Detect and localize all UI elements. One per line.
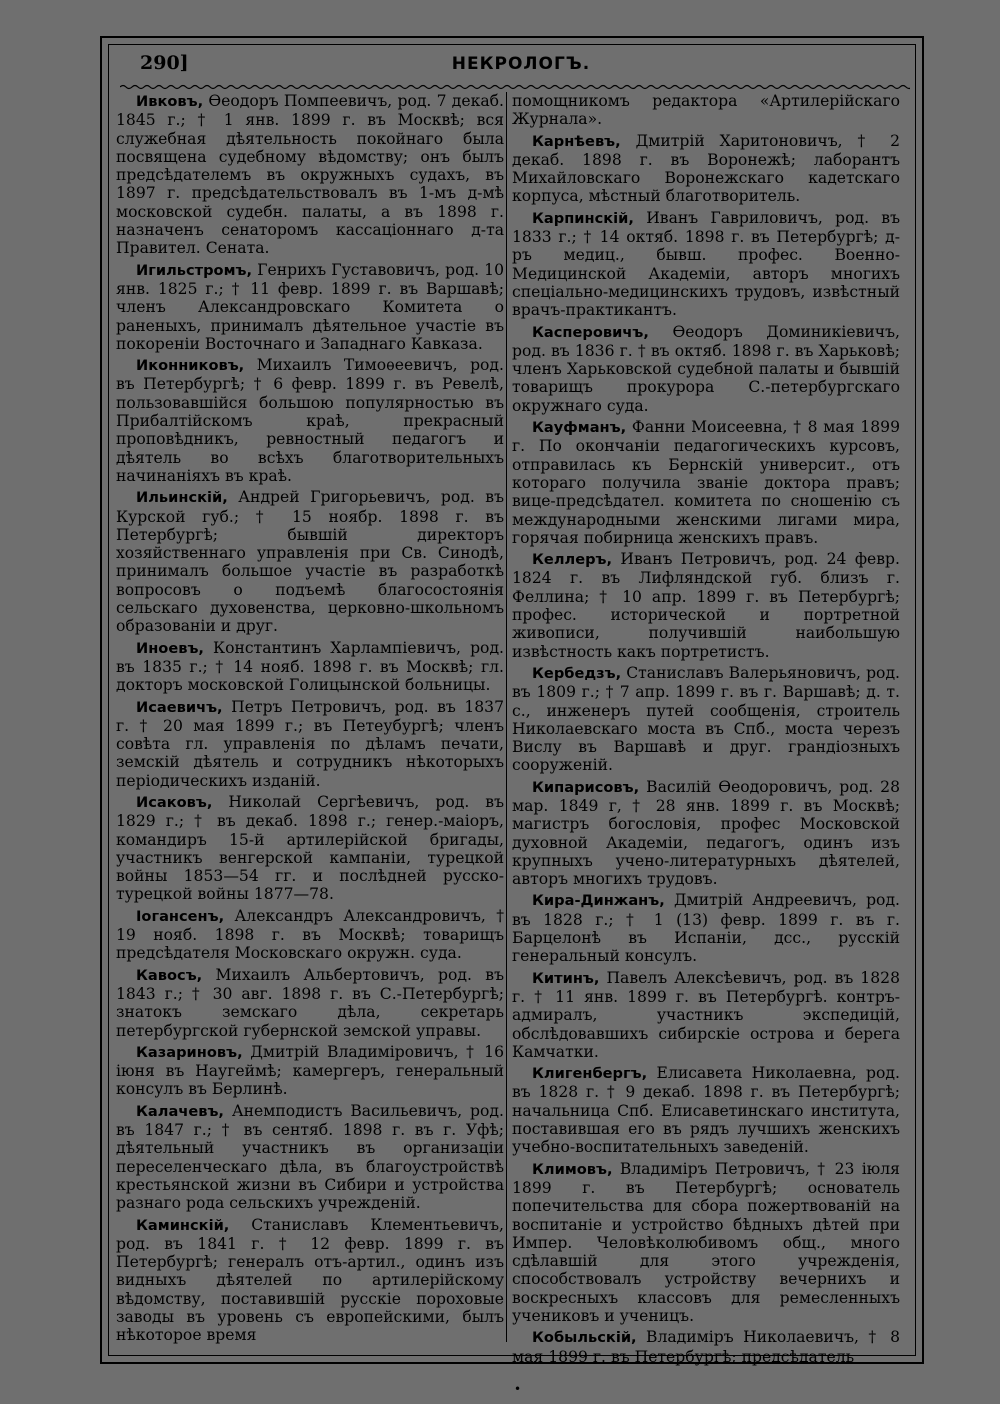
entry-name: Климовъ, [532,1160,613,1178]
obituary-entry [512,209,900,320]
entry-text: Иванъ Гавриловичъ, род. въ 1833 г.; † 14 октяб. 1898 г. въ Петербургѣ; д-ръ медиц., бывш. профес. Военно-Медицинской Академіи, авторъ многихъ спеціально-медицинскихъ трудовъ, извѣстный врачъ-практикантъ. [512,208,900,320]
entry-name: Кира-Динжанъ, [532,892,665,910]
entry-text: Андрей Григорьевичъ, род. въ Курской губ.; † 15 ноябр. 1898 г. въ Петербургѣ; бывшій директоръ хозяйственнаго управленія при Св. Синодѣ, принималъ большое участіе въ разработкѣ вопросовъ о подъемѣ благосостоянія сельскаго духовенства, церковно-школьномъ образованіи и друг. [116,488,504,636]
entry-text: Дмитрій Андреевичъ, род. въ 1828 г.; † 1 (13) февр. 1899 г. въ г. Барцелонѣ въ Испаніи, дсс., русскій генеральный консулъ. [512,891,900,966]
entry-text: Дмитрій Харитоновичъ, † 2 декаб. 1898 г. въ Воронежѣ; лаборантъ Михайловскаго Воронежскаго кадетскаго корпуса, мѣстный благотворитель. [512,131,900,206]
entry-text: Константинъ Харлампіевичъ, род. въ 1835 г.; † 14 нояб. 1898 г. въ Москвѣ; гл. докторъ московской Голицынской больницы. [116,638,504,695]
entry-name: Игильстромъ, [136,261,253,279]
obituary-entry [116,793,504,904]
obituary-entry [116,1043,504,1099]
wavy-rule-icon [120,84,910,90]
page-number: 290] [140,52,189,74]
obituary-entry [116,639,504,695]
entry-name: Иконниковъ, [136,357,245,375]
entry-name: Каминскій, [136,1216,230,1234]
left-column [116,92,504,1348]
entry-text: Ѳеодоръ Доминикіевичъ, род. въ 1836 г. † въ октяб. 1898 г. въ Харьковѣ; членъ Харьковской судебной палаты и бывшій товарищъ прокурора С.-петербургскаго окружнаго суда. [512,322,900,415]
entry-name: Кербедзъ, [532,664,622,682]
column-divider [506,92,507,1342]
entry-name: Карнѣевъ, [532,132,621,150]
obituary-entry [512,1160,900,1326]
obituary-entry [512,418,900,547]
entry-name: Кавосъ, [136,966,203,984]
entry-text: Николай Сергѣевичъ, род. въ 1829 г.; † въ декаб. 1898 г.; генер.-маіоръ, командиръ 15-й артилерійской бригады, участникъ венгерской кампаніи, турецкой войны 1853—54 гг. и послѣдней русско-турецкой войны 1877—78. [116,792,504,904]
entry-text: Дмитрій Владиміровичъ, † 16 іюня въ Наугеймѣ; камергеръ, генеральный консулъ въ Берлинѣ. [116,1042,504,1099]
obituary-entry [116,488,504,635]
entry-text: Владиміръ Петровичъ, † 23 іюля 1899 г. въ Петербургѣ; основатель попечительства для сбора пожертвованій на воспитаніе и устройство бѣдныхъ дѣтей при Импер. Человѣколюбивомъ общ., много сдѣлавшій для этого учрежденія, способствовалъ устройству вечернихъ и воскресныхъ классовъ для ремесленныхъ учениковъ и ученицъ. [512,1159,900,1325]
entry-name: Иноевъ, [136,639,204,657]
obituary-entry [116,966,504,1040]
entry-name: Кауфманъ, [532,419,627,437]
entry-text: Ѳеодоръ Помпеевичъ, род. 7 декаб. 1845 г.; † 1 янв. 1899 г. въ Москвѣ; вся служебная дѣятельность покойнаго была посвящена судебному вѣдомству; онъ былъ предсѣдателемъ въ окружныхъ судахъ, въ 1897 г. предсѣдательствовалъ въ 1-мъ д-мѣ московской судебн. палаты, а въ 1898 г. назначенъ сенаторомъ кассаціоннаго д-та Правител. Сената. [116,92,504,258]
obituary-entry [512,1328,900,1366]
entry-name: Ивковъ, [136,93,204,110]
entry-text: Павелъ Алексѣевичъ, род. въ 1828 г. † 11 янв. 1899 г. въ Петербургѣ. контръ-адмиралъ, участникъ экспедицій, обслѣдовавшихъ сибирскіе острова и берега Камчатки. [512,968,900,1061]
obituary-entry [512,1064,900,1156]
obituary-entry [116,698,504,790]
obituary-entry [512,891,900,965]
obituary-entry [512,664,900,775]
right-column [512,92,900,1369]
entry-name: Калачевъ, [136,1102,224,1120]
entry-text: Станиславъ Валерьяновичъ, род. въ 1809 г.; † 7 апр. 1899 г. въ г. Варшавѣ; д. т. с., инженеръ путей сообщенія, строитель Николаевскаго моста въ Спб., моста черезъ Вислу въ Варшавѣ и друг. грандіозныхъ сооруженій. [512,663,900,775]
entry-text: Владиміръ Николаевичъ, † 8 мая 1899 г. въ Петербургѣ; предсѣдатель [512,1328,900,1366]
obituary-entry [512,550,900,661]
page-header [132,52,910,82]
entry-name: Ильинскій, [136,489,228,507]
obituary-entry [116,1216,504,1345]
entry-text: Михаилъ Тимоѳеевичъ, род. въ Петербургѣ; † 6 февр. 1899 г. въ Ревелѣ, пользовавшійся большою популярностью въ Прибалтійскомъ краѣ, прекрасный проповѣдникъ, ревностный педагогъ и дѣятель во всѣхъ благотворительныхъ начинаніяхъ въ краѣ. [116,356,504,485]
entry-name: Касперовичъ, [532,323,649,341]
page-mark: • [514,1382,522,1396]
entry-name: Іогансенъ, [136,907,225,925]
entry-name: Китинъ, [532,969,600,987]
wavy-rule [120,84,912,90]
document-page [100,36,924,1364]
obituary-entry [116,907,504,963]
obituary-entry [512,323,900,415]
entry-text: Анемподистъ Васильевичъ, род. въ 1847 г.; † въ сентяб. 1898 г. въ г. Уфѣ; дѣятельный участникъ въ организаціи переселенческаго дѣла, въ благоустройствѣ крестьянской жизни въ Сибири и устройства разнаго рода сельскихъ учрежденій. [116,1101,504,1213]
entry-name: Клигенбергъ, [532,1065,648,1083]
entry-text: Иванъ Петровичъ, род. 24 февр. 1824 г. въ Лифляндской губ. близъ г. Феллина; † 10 апр. 1899 г. въ Петербургѣ; профес. исторической и портретной живописи, получившій наибольшую извѣстность какъ портретистъ. [512,550,900,661]
obituary-entry [116,356,504,485]
entry-text: Генрихъ Густавовичъ, род. 10 янв. 1825 г.; † 11 февр. 1899 г. въ Варшавѣ; членъ Александровскаго Комитета о раненыхъ, принималъ дѣятельное участіе въ покореніи Восточнаго и Западнаго Кавказа. [116,260,504,353]
entry-text: Станиславъ Клементьевичъ, род. въ 1841 г. † 12 февр. 1899 г. въ Петербургѣ; генералъ отъ-артил., одинъ изъ видныхъ дѣятелей по артилерійскому вѣдомству, поставившій русскіе пороховые заводы въ уровень съ европейскими, былъ нѣкоторое время [116,1215,504,1345]
obituary-entry [512,92,900,129]
entry-name: Келлеръ, [532,551,613,569]
entry-text: Петръ Петровичъ, род. въ 1837 г. † 20 мая 1899 г.; въ Петеубургѣ; членъ совѣта гл. управленія по дѣламъ печати, земскій дѣятель и сотрудникъ нѣкоторыхъ періодическихъ изданій. [116,697,504,790]
running-head: НЕКРОЛОГЪ. [451,54,591,74]
entry-text: Александръ Александровичъ, † 19 нояб. 1898 г. въ Москвѣ; товарищъ предсѣдателя Московскаго окружн. суда. [116,906,504,963]
entry-text: помощникомъ редактора «Артилерійскаго Журнала». [512,92,900,129]
obituary-entry [116,261,504,353]
entry-name: Кобыльскій, [532,1329,637,1347]
entry-text: Василій Ѳеодоровичъ, род. 28 мар. 1849 г, † 28 янв. 1899 г. въ Москвѣ; магистръ богословія, профес Московской духовной Академіи, педагогъ, одинъ изъ крупныхъ учено-литературныхъ дѣятелей, авторъ многихъ трудовъ. [512,777,900,889]
entry-name: Исаковъ, [136,793,213,811]
obituary-entry [116,92,504,258]
obituary-entry [512,969,900,1061]
entry-name: Казариновъ, [136,1043,243,1061]
entry-name: Исаевичъ, [136,698,223,716]
entry-text: Михаилъ Альбертовичъ, род. въ 1843 г.; † 30 авг. 1898 г. въ С.-Петербургѣ; знатокъ земскаго дѣла, секретарь петербургской губернской земской управы. [116,965,504,1040]
obituary-entry [116,1102,504,1213]
obituary-entry [512,778,900,889]
entry-name: Карпинскій, [532,209,634,227]
obituary-entry [512,132,900,206]
entry-text: Фанни Моисеевна, † 8 мая 1899 г. По окончаніи педагогическихъ курсовъ, отправилась къ Бернскій университ., отъ котораго получила званіе доктора правъ; вице-предсѣдател. комитета по сношенію съ международными женскими лигами мира, горячая побирница женскихъ правъ. [512,418,900,547]
entry-text: Елисавета Николаевна, род. въ 1828 г. † 9 декаб. 1898 г. въ Петербургѣ; начальница Спб. Елисаветинскаго института, поставившая его въ рядъ лучшихъ женскихъ учебно-воспитательныхъ заведеній. [512,1064,900,1157]
entry-name: Кипарисовъ, [532,778,640,796]
